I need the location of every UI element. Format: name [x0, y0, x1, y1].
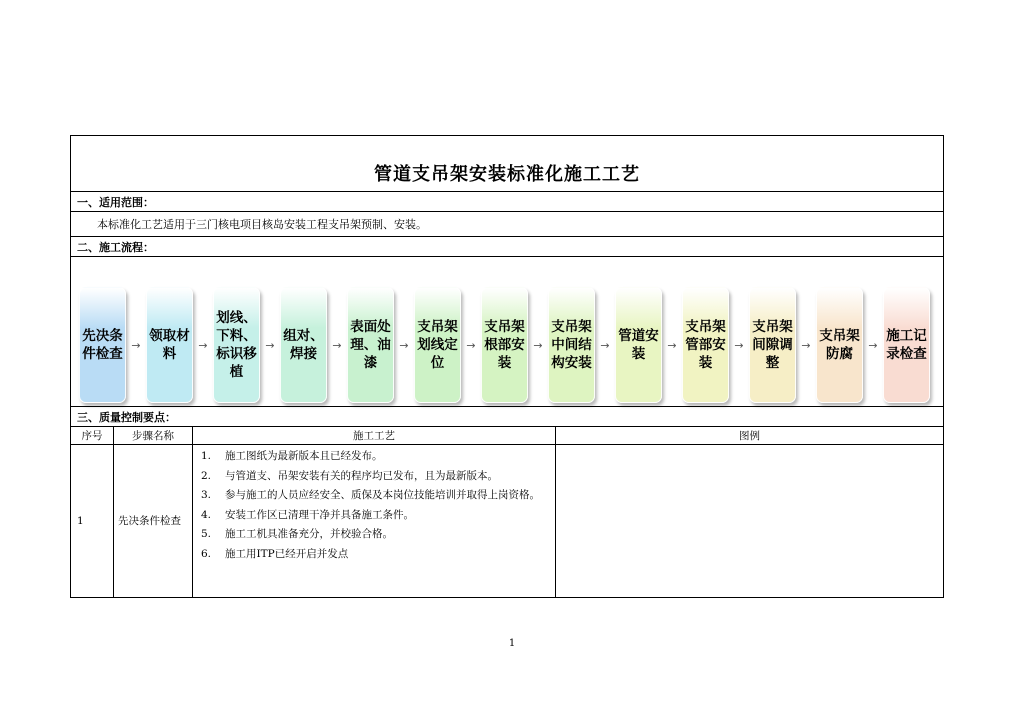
column-header-no: 序号 [71, 427, 114, 445]
list-item-text: 参与施工的人员应经安全、质保及本岗位技能培训并取得上岗资格。 [225, 489, 540, 501]
flow-arrow-icon: → [332, 338, 342, 352]
flow-step-line: 位 [430, 355, 445, 371]
flow-step [347, 287, 394, 403]
flow-arrow-icon: → [198, 338, 208, 352]
flow-step-line: 管道安 [618, 328, 659, 344]
scope-text: 本标准化工艺适用于三门核电项目核岛安装工程支吊架预制、安装。 [71, 212, 943, 237]
list-item [199, 467, 549, 487]
flow-step [213, 287, 260, 403]
flow-step-line: 录检查 [886, 346, 927, 362]
flow-step-line: 下料、 [216, 328, 257, 344]
flow-step-label [149, 327, 190, 363]
column-header-step: 步骤名称 [114, 427, 193, 445]
column-header-legend: 图例 [556, 427, 944, 445]
flow-step-label [417, 318, 458, 372]
flow-step-label [551, 318, 592, 372]
table-row [71, 445, 943, 598]
row-number: 1 [71, 445, 114, 598]
page-title: 管道支吊架安装标准化施工工艺 [374, 163, 640, 185]
flow-step-line: 支吊架 [819, 328, 860, 344]
flow-step [749, 287, 796, 403]
flow-step-line: 防腐 [826, 346, 853, 362]
flow-step-line: 支吊架 [484, 319, 525, 335]
list-item-number: 1. [201, 450, 212, 462]
flow-arrow-icon: → [533, 338, 543, 352]
flow-step [481, 287, 528, 403]
flow-step [280, 287, 327, 403]
row-legend [556, 445, 944, 598]
flow-step [146, 287, 193, 403]
flow-step-line: 组对、 [283, 328, 324, 344]
flow-step-line: 装 [698, 355, 713, 371]
flow-step [615, 287, 662, 403]
list-item-number: 2. [201, 469, 212, 482]
column-header-process: 施工工艺 [193, 427, 556, 445]
flow-step [883, 287, 930, 403]
flow-step-line: 装 [631, 346, 646, 362]
list-item [199, 447, 549, 467]
list-item [199, 545, 549, 565]
section-heading-quality: 三、质量控制要点： [71, 407, 943, 427]
table-header-row [71, 427, 943, 445]
flow-step-label [685, 318, 726, 372]
flow-step-line: 件检查 [82, 346, 123, 362]
flow-step-line: 划线定 [417, 337, 458, 353]
flow-step-line: 管部安 [685, 337, 726, 353]
process-flow [71, 257, 943, 407]
list-item [199, 525, 549, 545]
list-item-number: 3. [201, 489, 212, 501]
list-item-text: 安装工作区已清理干净并具备施工条件。 [225, 508, 414, 521]
flow-step-label [819, 327, 860, 363]
document-sheet [70, 135, 944, 598]
flow-step-label [886, 327, 927, 363]
list-item-text: 施工图纸为最新版本且已经发布。 [225, 450, 383, 462]
flow-step [548, 287, 595, 403]
flow-arrow-icon: → [466, 338, 476, 352]
flow-step-line: 划线、 [216, 310, 257, 326]
flow-step-line: 间隙调 [752, 337, 793, 353]
flow-step-label [484, 318, 525, 372]
flow-step-line: 先决条 [82, 328, 123, 344]
quality-table-wrap [71, 427, 943, 597]
list-item-text: 与管道支、吊架安装有关的程序均已发布，且为最新版本。 [225, 469, 498, 482]
flow-arrow-icon: → [131, 338, 141, 352]
flow-step-line: 支吊架 [417, 319, 458, 335]
list-item-number: 4. [201, 508, 212, 521]
flow-step-label [752, 318, 793, 372]
flow-step-label [618, 327, 659, 363]
list-item-number: 5. [201, 528, 212, 540]
section-heading-scope: 一、适用范围： [71, 192, 943, 212]
list-item-number: 6. [201, 547, 212, 560]
flow-step-line: 整 [765, 355, 780, 371]
flow-step-line: 表面处 [350, 319, 391, 335]
flow-step-line: 施工记 [886, 328, 927, 344]
flow-arrow-icon: → [868, 338, 878, 352]
flow-step [79, 287, 126, 403]
process-list [199, 447, 549, 564]
title-row [71, 136, 943, 192]
flow-step-line: 构安装 [551, 355, 592, 371]
flow-step-line: 领取材 [149, 328, 190, 344]
flow-step-line: 标识移 [216, 346, 257, 362]
page-number: 1 [508, 638, 516, 649]
flow-step-label [283, 327, 324, 363]
row-step-name: 先决条件检查 [114, 445, 193, 598]
flow-step-line: 支吊架 [752, 319, 793, 335]
flow-step-line: 理、油 [350, 337, 391, 353]
flow-step-line: 装 [497, 355, 512, 371]
list-item-text: 施工工机具准备充分，并校验合格。 [225, 528, 393, 540]
flow-arrow-icon: → [667, 338, 677, 352]
flow-step-label [350, 318, 391, 372]
flow-step-line: 料 [162, 346, 177, 362]
row-process-cell [193, 445, 556, 598]
flow-step-line: 焊接 [290, 346, 317, 362]
flow-step-label [216, 309, 257, 381]
flow-arrow-icon: → [265, 338, 275, 352]
flow-arrow-icon: → [399, 338, 409, 352]
quality-table [71, 427, 943, 597]
flow-step-line: 支吊架 [551, 319, 592, 335]
flow-step [816, 287, 863, 403]
flow-step-line: 根部安 [484, 337, 525, 353]
flow-steps [79, 287, 930, 403]
list-item [199, 506, 549, 526]
flow-step-line: 中间结 [551, 337, 592, 353]
flow-step-label [82, 327, 123, 363]
section-heading-flow: 二、施工流程： [71, 237, 943, 257]
flow-step [414, 287, 461, 403]
flow-arrow-icon: → [801, 338, 811, 352]
list-item-text: 施工用ITP已经开启并发点 [225, 547, 349, 560]
flow-step-line: 植 [229, 364, 244, 380]
flow-step [682, 287, 729, 403]
flow-step-line: 支吊架 [685, 319, 726, 335]
flow-arrow-icon: → [600, 338, 610, 352]
flow-step-line: 漆 [363, 355, 378, 371]
flow-arrow-icon: → [734, 338, 744, 352]
list-item [199, 486, 549, 506]
